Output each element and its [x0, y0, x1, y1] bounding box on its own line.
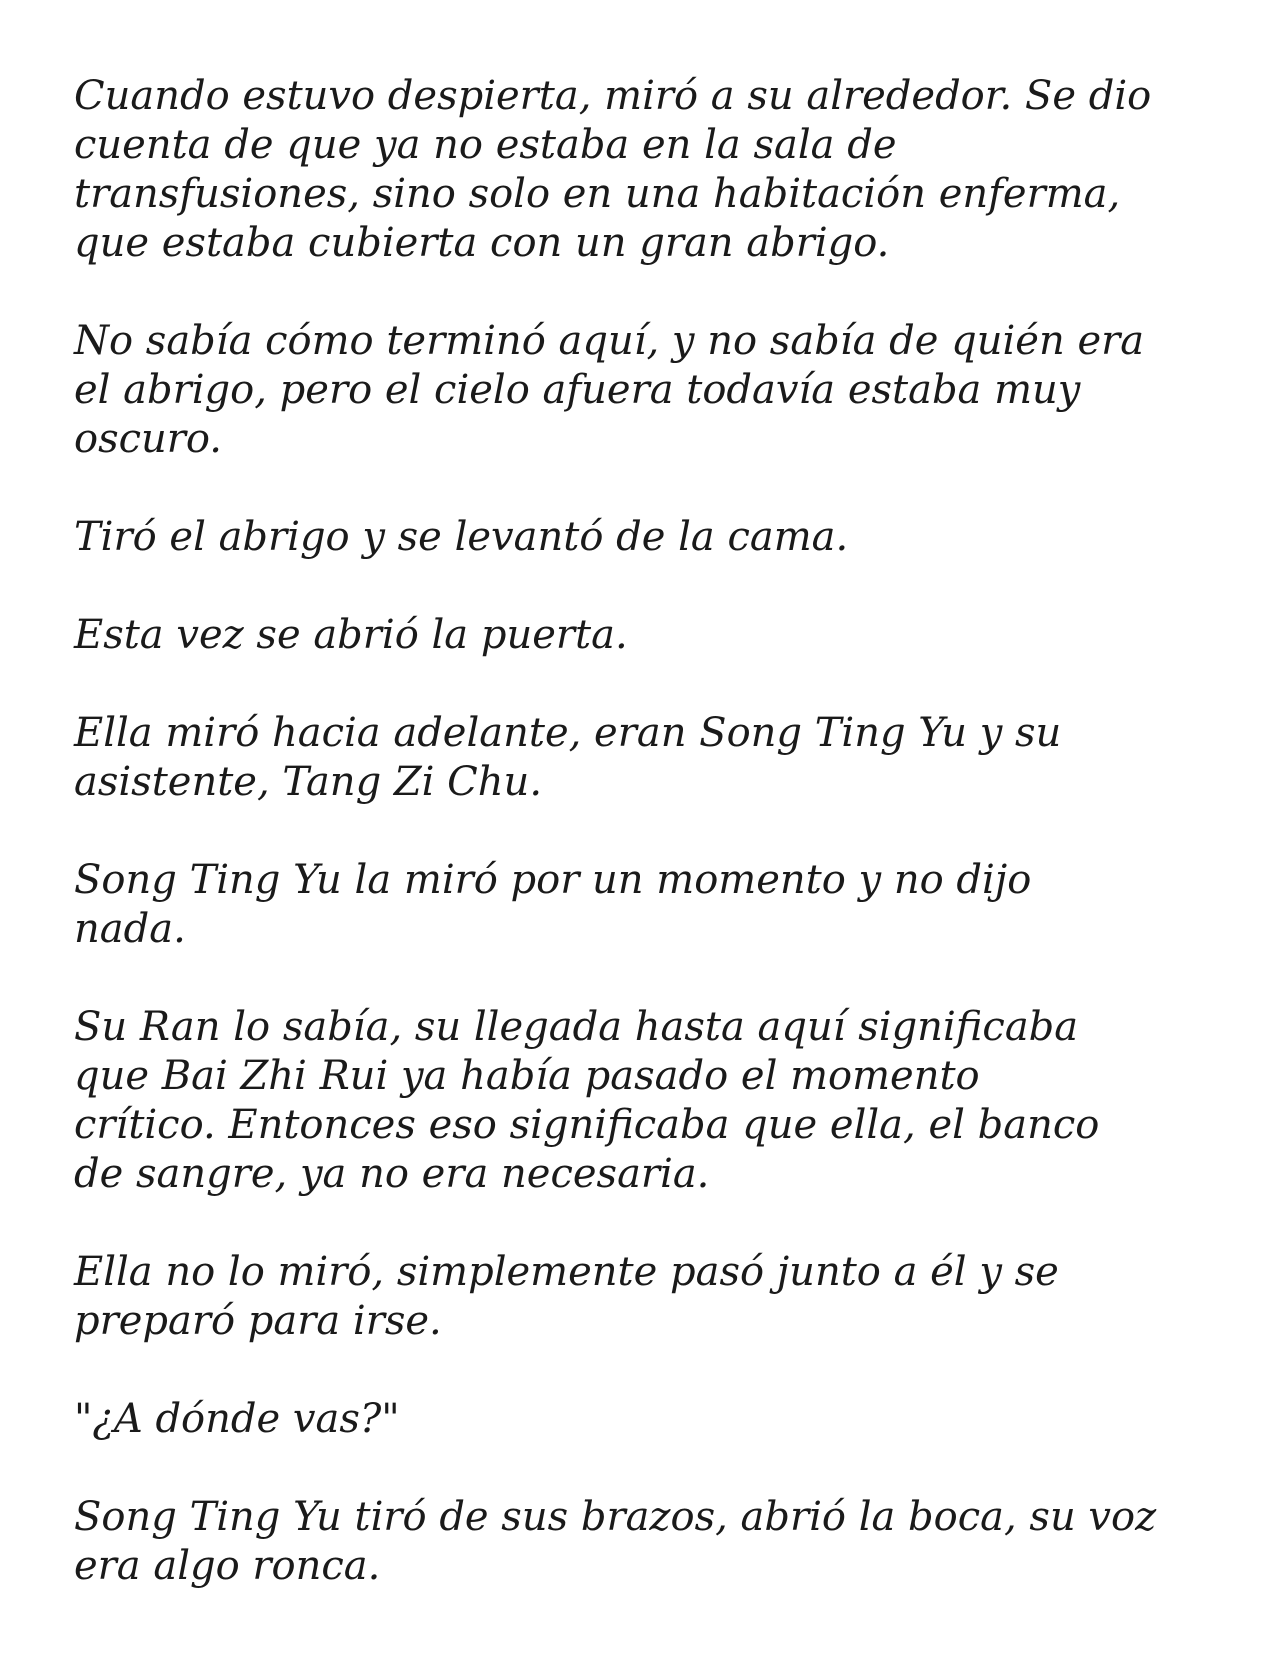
text-line: de sangre, ya no era necesaria. — [74, 1151, 710, 1197]
text-line: Song Ting Yu la miró por un momento y no dijo — [74, 857, 1032, 903]
text-line: transfusiones, sino solo en una habitación enferma, — [74, 171, 1121, 217]
paragraph-3 — [74, 513, 1204, 562]
paragraph-9-dialogue — [74, 1395, 1204, 1444]
text-line: que Bai Zhi Rui ya había pasado el momento — [74, 1053, 980, 1099]
paragraph-6 — [74, 856, 1204, 954]
document-page — [74, 72, 1204, 1640]
text-line: Ella no lo miró, simplemente pasó junto a él y se — [74, 1249, 1059, 1295]
text-line: era algo ronca. — [74, 1543, 381, 1589]
text-line: "¿A dónde vas?" — [74, 1396, 400, 1442]
paragraph-8 — [74, 1248, 1204, 1346]
text-line: Ella miró hacia adelante, eran Song Ting Yu y su — [74, 710, 1062, 756]
text-line: oscuro. — [74, 416, 222, 462]
text-line: asistente, Tang Zi Chu. — [74, 759, 543, 805]
text-line: el abrigo, pero el cielo afuera todavía estaba muy — [74, 367, 1081, 413]
paragraph-10 — [74, 1493, 1204, 1591]
paragraph-2 — [74, 317, 1204, 464]
text-line: que estaba cubierta con un gran abrigo. — [74, 220, 890, 266]
paragraph-4 — [74, 611, 1204, 660]
paragraph-7 — [74, 1003, 1204, 1199]
text-line: Song Ting Yu tiró de sus brazos, abrió la boca, su voz — [74, 1494, 1157, 1540]
text-line: cuenta de que ya no estaba en la sala de — [74, 122, 897, 168]
text-line: Su Ran lo sabía, su llegada hasta aquí significaba — [74, 1004, 1079, 1050]
text-line: nada. — [74, 906, 186, 952]
text-line: Esta vez se abrió la puerta. — [74, 612, 628, 658]
text-line: Cuando estuvo despierta, miró a su alrededor. Se dio — [74, 73, 1152, 119]
paragraph-1 — [74, 72, 1204, 268]
text-line: preparó para irse. — [74, 1298, 442, 1344]
text-line: crítico. Entonces eso significaba que ella, el banco — [74, 1102, 1100, 1148]
paragraph-5 — [74, 709, 1204, 807]
text-line: No sabía cómo terminó aquí, y no sabía de quién era — [74, 318, 1145, 364]
text-line: Tiró el abrigo y se levantó de la cama. — [74, 514, 849, 560]
